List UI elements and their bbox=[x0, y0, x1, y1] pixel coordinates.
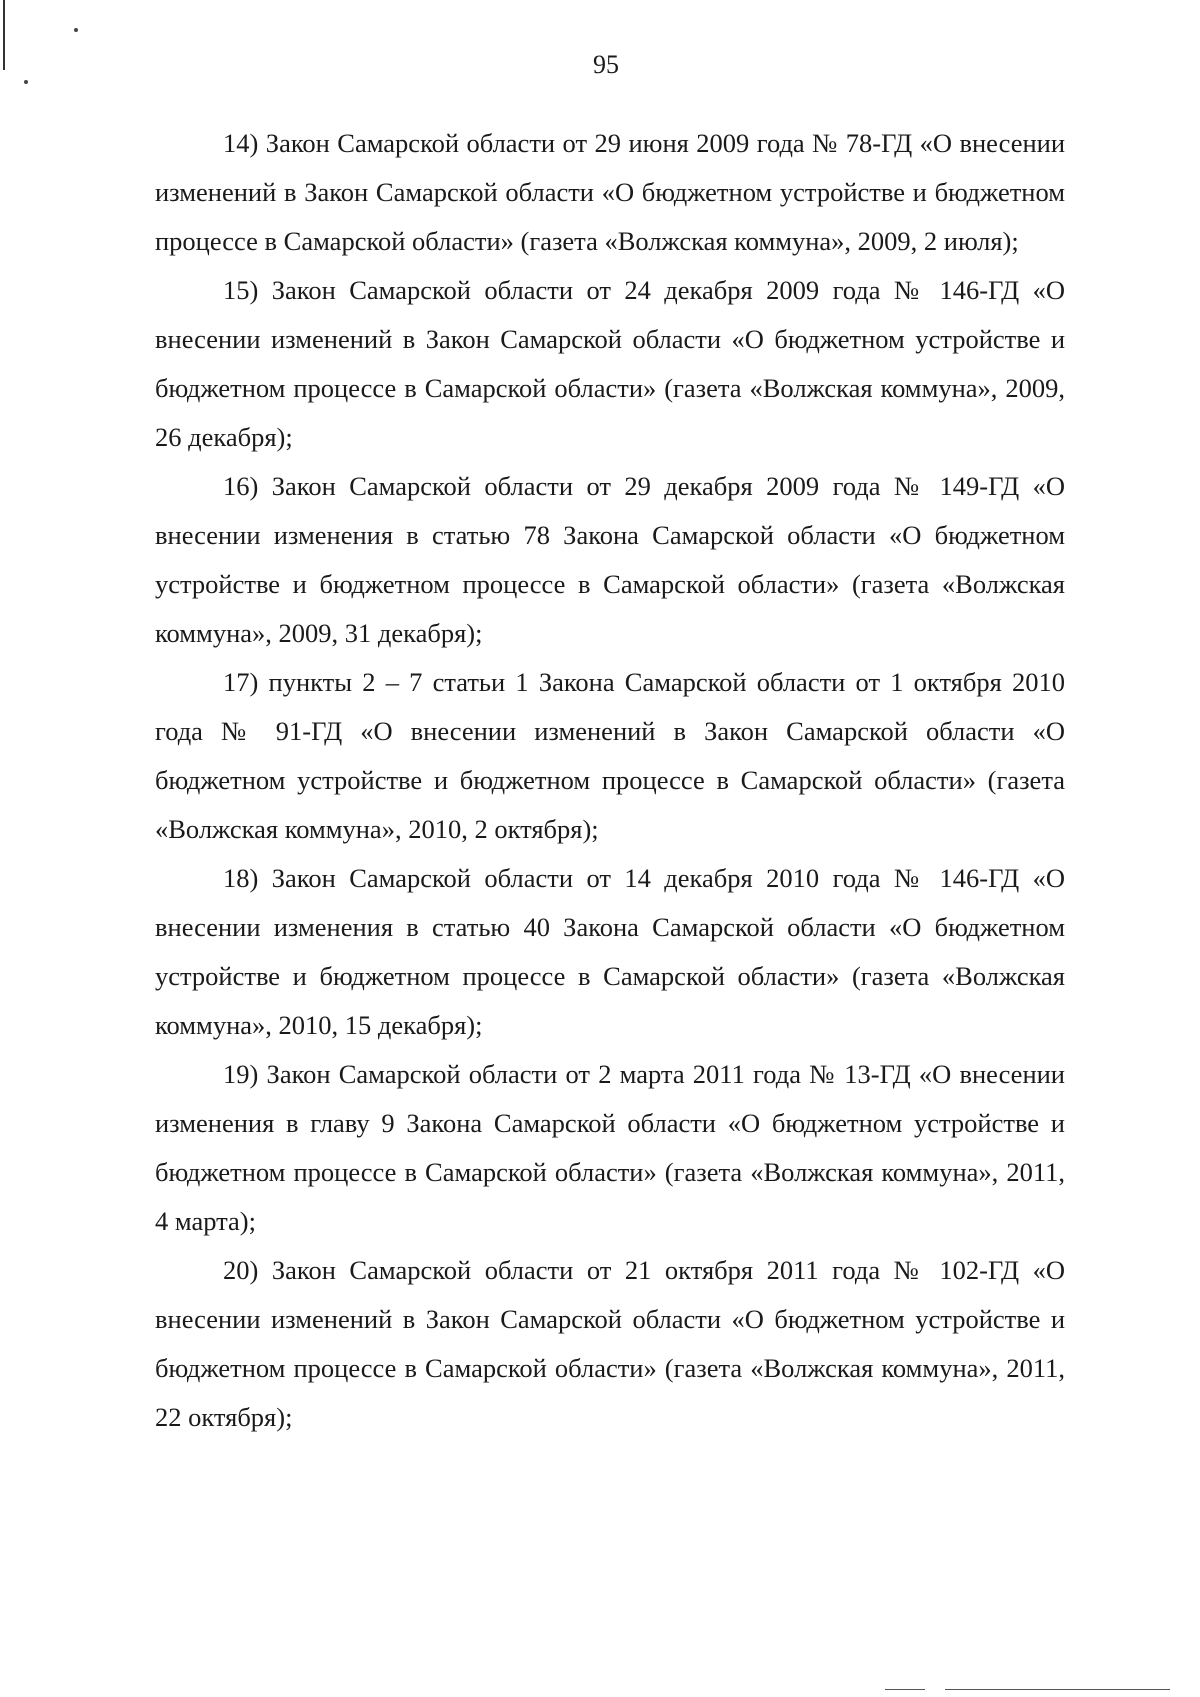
list-item: 15) Закон Самарской области от 24 декабря 2009 года № 146-ГД «О внесении изменений в Закон Самарской области «О бюджетном устройстве и бюджетном процессе в Самарской области» (газета «Волжская коммуна», 2009, 26 декабря); bbox=[155, 275, 1065, 452]
legal-list bbox=[155, 119, 1065, 1442]
footer-rule bbox=[945, 1689, 1170, 1690]
list-item: 14) Закон Самарской области от 29 июня 2009 года № 78-ГД «О внесении изменений в Закон Самарской области «О бюджетном устройстве и бюджетном процессе в Самарской области» (газета «Волжская коммуна», 2009, 2 июля); bbox=[155, 128, 1065, 256]
footer-rule bbox=[885, 1689, 925, 1690]
scan-speck bbox=[24, 80, 28, 84]
list-item: 18) Закон Самарской области от 14 декабря 2010 года № 146-ГД «О внесении изменения в статью 40 Закона Самарской области «О бюджетном устройстве и бюджетном процессе в Самарской области» (газета «Волжская коммуна», 2010, 15 декабря); bbox=[155, 863, 1065, 1040]
list-item: 19) Закон Самарской области от 2 марта 2011 года № 13-ГД «О внесении изменения в главу 9 Закона Самарской области «О бюджетном устройстве и бюджетном процессе в Самарской области» (газета «Волжская коммуна», 2011, 4 марта); bbox=[155, 1059, 1065, 1236]
list-item: 17) пункты 2 – 7 статьи 1 Закона Самарской области от 1 октября 2010 года № 91-ГД «О внесении изменений в Закон Самарской области «О бюджетном устройстве и бюджетном процессе в Самарской области» (газета «Волжская коммуна», 2010, 2 октября); bbox=[155, 667, 1065, 844]
page-number: 95 bbox=[593, 50, 619, 79]
list-item: 16) Закон Самарской области от 29 декабря 2009 года № 149-ГД «О внесении изменения в статью 78 Закона Самарской области «О бюджетном устройстве и бюджетном процессе в Самарской области» (газета «Волжская коммуна», 2009, 31 декабря); bbox=[155, 471, 1065, 648]
scan-speck bbox=[74, 28, 78, 32]
list-item: 20) Закон Самарской области от 21 октября 2011 года № 102-ГД «О внесении изменений в Закон Самарской области «О бюджетном устройстве и бюджетном процессе в Самарской области» (газета «Волжская коммуна», 2011, 22 октября); bbox=[155, 1255, 1065, 1432]
